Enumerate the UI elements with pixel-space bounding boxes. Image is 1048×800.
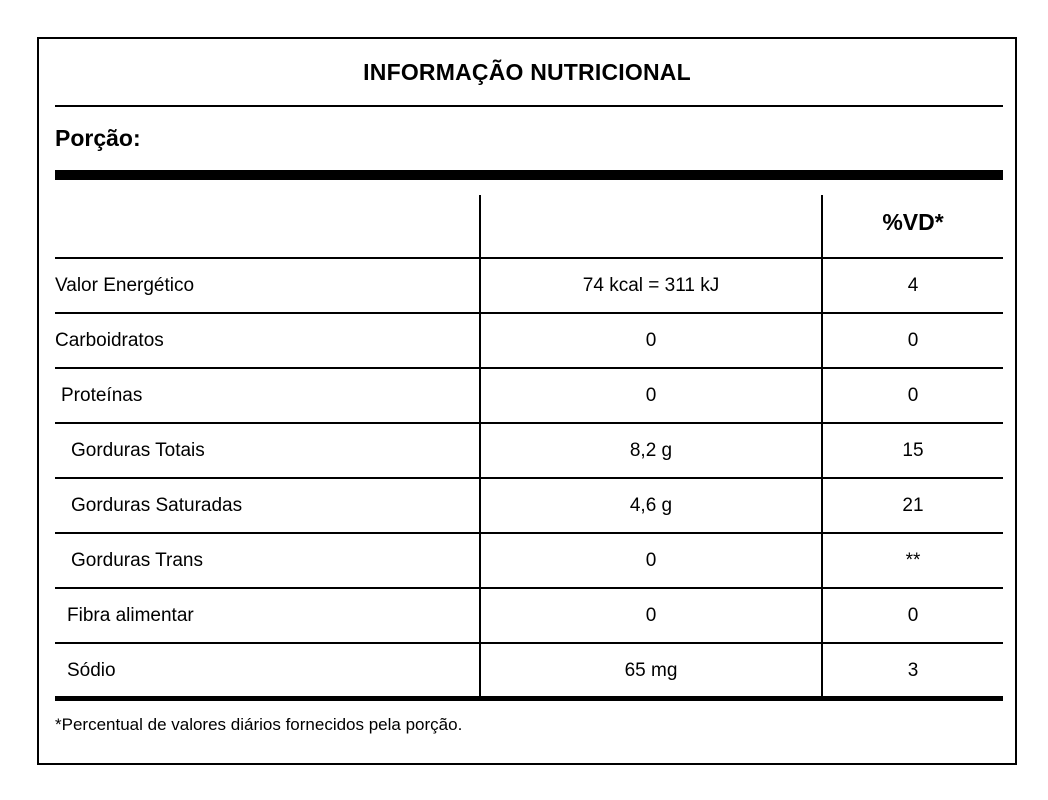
nutrient-name: Gorduras Trans <box>71 550 203 571</box>
table-row <box>55 642 1003 697</box>
table-row <box>55 532 1003 587</box>
nutrient-percent-dv: 4 <box>907 275 919 296</box>
nutrient-percent-dv: ** <box>905 550 921 571</box>
nutrition-facts-label <box>37 37 1017 765</box>
footnote: *Percentual de valores diários fornecidos pela porção. <box>55 715 463 734</box>
table-bottom-rule <box>55 696 1003 701</box>
title-divider <box>55 105 1003 107</box>
table-row <box>55 367 1003 422</box>
nutrient-name: Proteínas <box>61 385 143 406</box>
serving-label: Porção: <box>55 125 141 151</box>
table-row <box>55 477 1003 532</box>
nutrient-percent-dv: 0 <box>907 330 919 351</box>
header-percent-dv: %VD* <box>882 209 944 235</box>
header-name <box>55 195 479 248</box>
nutrient-amount: 0 <box>645 550 657 571</box>
nutrient-percent-dv: 21 <box>902 495 924 516</box>
nutrient-amount: 74 kcal = 311 kJ <box>582 275 720 296</box>
nutrient-amount: 0 <box>645 330 657 351</box>
nutrient-amount: 4,6 g <box>629 495 673 516</box>
table-row <box>55 587 1003 642</box>
nutrient-amount: 8,2 g <box>629 440 673 461</box>
table-row <box>55 257 1003 312</box>
nutrient-name: Gorduras Saturadas <box>71 495 243 516</box>
nutrient-name: Sódio <box>67 660 116 681</box>
nutrient-percent-dv: 15 <box>902 440 924 461</box>
label-title: INFORMAÇÃO NUTRICIONAL <box>363 59 691 85</box>
header-amount <box>481 195 821 248</box>
table-row <box>55 422 1003 477</box>
serving-divider <box>55 170 1003 180</box>
table-row <box>55 312 1003 367</box>
nutrient-percent-dv: 0 <box>907 605 919 626</box>
nutrient-name: Gorduras Totais <box>71 440 205 461</box>
nutrient-name: Fibra alimentar <box>67 605 194 626</box>
nutrient-amount: 0 <box>645 605 657 626</box>
nutrient-percent-dv: 0 <box>907 385 919 406</box>
nutrient-amount: 0 <box>645 385 657 406</box>
nutrient-percent-dv: 3 <box>907 660 919 681</box>
nutrient-name: Valor Energético <box>55 275 195 296</box>
nutrient-amount: 65 mg <box>624 660 678 681</box>
nutrient-name: Carboidratos <box>55 330 164 351</box>
